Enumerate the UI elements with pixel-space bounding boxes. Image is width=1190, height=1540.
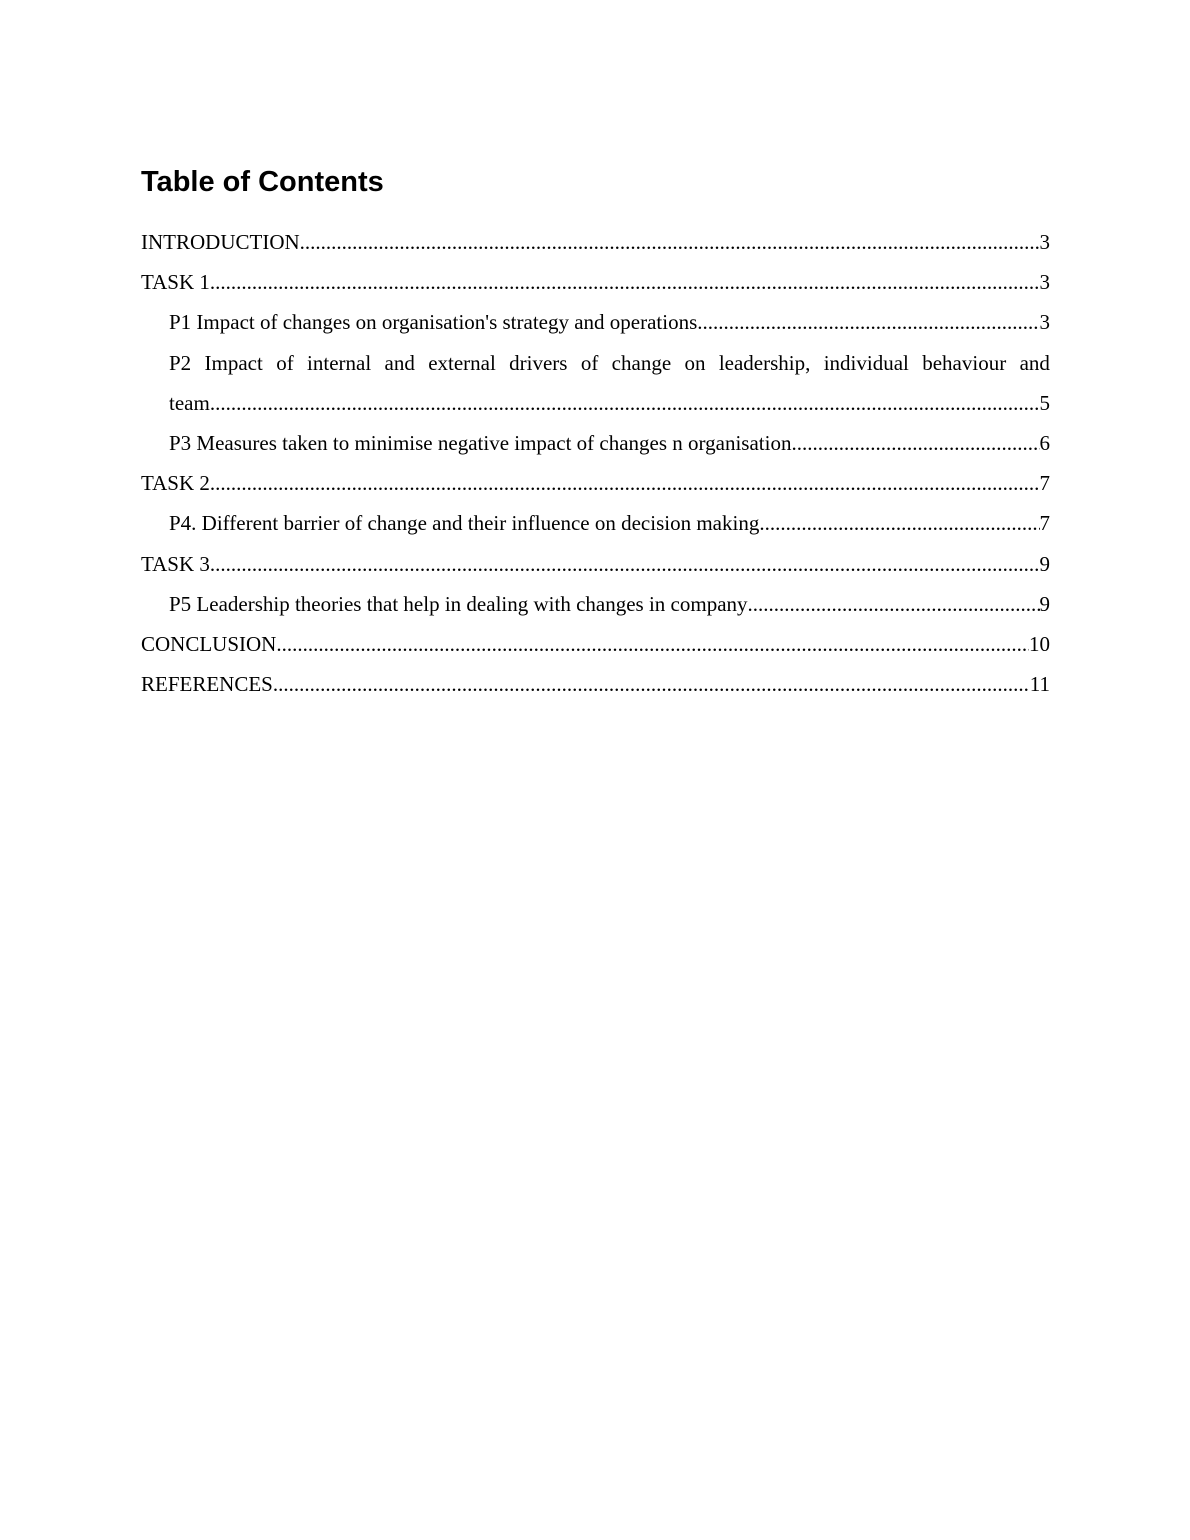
toc-entry-text: P5 Leadership theories that help in dealing with changes in company (169, 591, 748, 616)
toc-entry-text: TASK 3 (141, 551, 210, 576)
dot-leader (697, 302, 1039, 342)
dot-leader (791, 423, 1039, 463)
toc-page-number: 3 (1039, 270, 1050, 295)
dot-leader (759, 503, 1039, 543)
toc-page-number: 7 (1039, 471, 1050, 496)
toc-entry-text: INTRODUCTION (141, 230, 300, 254)
toc-entry-task-3[interactable] (141, 544, 1050, 584)
toc-entry-task-1[interactable] (141, 262, 1050, 302)
toc-page-number: 3 (1039, 230, 1050, 254)
dot-leader (276, 624, 1029, 664)
toc-entry-text-line-2 (169, 383, 1050, 423)
toc-word: drivers (509, 350, 568, 375)
toc-page-number: 9 (1039, 551, 1050, 576)
toc-entry-text: TASK 1 (141, 270, 210, 295)
toc-word: leadership, (718, 350, 811, 375)
toc-entry-text-line-1 (169, 343, 1050, 383)
toc-entry-task-2[interactable] (141, 463, 1050, 503)
dot-leader (210, 383, 1040, 423)
dot-leader (300, 222, 1040, 262)
toc-word: behaviour (922, 350, 1007, 375)
dot-leader (748, 584, 1040, 624)
toc-entry-text: CONCLUSION (141, 632, 277, 657)
toc-word: and (1019, 350, 1050, 375)
toc-word: Impact (204, 350, 263, 375)
dot-leader (210, 463, 1040, 503)
dot-leader (273, 664, 1030, 704)
toc-page-number: 10 (1029, 632, 1050, 657)
toc-entry-text: P3 Measures taken to minimise negative impact of changes n organisation (169, 431, 792, 456)
toc-entry-p3[interactable] (141, 423, 1050, 463)
toc-entry-text: TASK 2 (141, 471, 210, 496)
toc-word: external (428, 350, 496, 375)
toc-word: of (276, 350, 294, 375)
toc-entry-text: REFERENCES (141, 672, 273, 697)
toc-word: P2 (169, 350, 192, 375)
toc-page-number: 6 (1039, 431, 1050, 456)
toc-entry-p2[interactable] (141, 343, 1050, 423)
toc-list (141, 222, 1050, 704)
toc-entry-p1[interactable] (141, 302, 1050, 342)
toc-entry-p5[interactable] (141, 584, 1050, 624)
toc-entry-p4[interactable] (141, 503, 1050, 543)
toc-entry-conclusion[interactable] (141, 624, 1050, 664)
toc-page-number: 5 (1039, 390, 1050, 415)
toc-entry-introduction[interactable] (141, 222, 1050, 262)
toc-word: and (384, 350, 415, 375)
toc-word: individual (823, 350, 909, 375)
toc-page-number: 11 (1029, 672, 1050, 697)
toc-entry-references[interactable] (141, 664, 1050, 704)
toc-word: internal (307, 350, 372, 375)
toc-entry-text: team (169, 390, 210, 415)
toc-word: of (580, 350, 599, 375)
toc-page-number: 9 (1039, 591, 1050, 616)
dot-leader (210, 262, 1040, 302)
toc-word: change (611, 350, 672, 375)
toc-title: Table of Contents (141, 166, 384, 198)
toc-page-number: 3 (1039, 310, 1050, 335)
toc-entry-text: P4. Different barrier of change and their influence on decision making (169, 511, 760, 536)
toc-page-number: 7 (1039, 511, 1050, 536)
dot-leader (210, 544, 1040, 584)
toc-entry-text: P1 Impact of changes on organisation's strategy and operations (169, 310, 698, 335)
toc-word: on (684, 350, 706, 375)
